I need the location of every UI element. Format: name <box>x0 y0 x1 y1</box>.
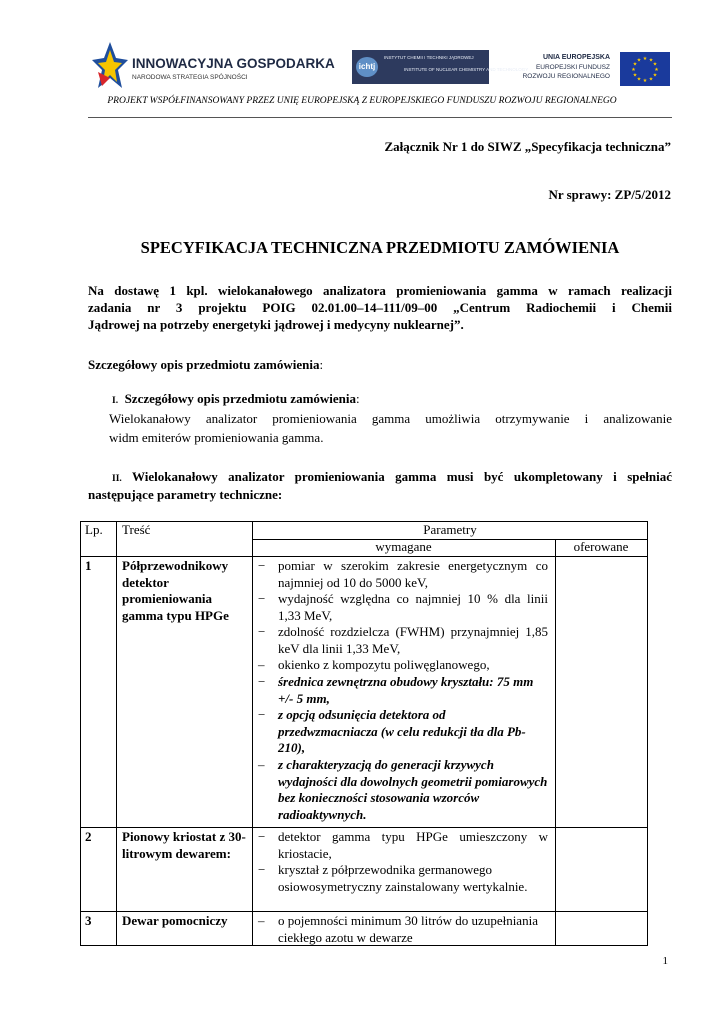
row-3-requirements <box>258 913 553 946</box>
section-1-number: I. <box>112 396 119 406</box>
list-item: – z charakteryzacją do generacji krzywych wydajności dla dowolnych geometrii pomiarowych bez konieczności stosowania wzorców radioaktywnych. <box>258 757 548 822</box>
ichtj-line-2: INSTITUTE OF NUCLEAR CHEMISTRY AND TECHNOLOGY <box>404 67 529 72</box>
intro-line-3: Jądrowej na potrzeby energetyki jądrowej i medycyny nuklearnej”. <box>88 317 464 332</box>
case-number: Nr sprawy: ZP/5/2012 <box>548 187 671 202</box>
table-border <box>555 539 556 946</box>
innowacyjna-gospodarka-logo <box>92 40 335 92</box>
header-offered: oferowane <box>573 539 629 554</box>
svg-text:★: ★ <box>652 72 658 79</box>
list-item: − wydajność względna co najmniej 10 % dla linii 1,33 MeV, <box>258 591 548 623</box>
header-content: Treść <box>122 522 151 537</box>
header-divider <box>88 117 672 118</box>
svg-text:★: ★ <box>652 61 658 68</box>
row-1-requirements <box>258 558 553 826</box>
svg-text:★: ★ <box>632 61 638 68</box>
annex-label: Załącznik Nr 1 do SIWZ „Specyfikacja techniczna” <box>384 139 671 154</box>
section-1-colon: : <box>356 391 360 406</box>
eu-flag-icon <box>620 52 670 86</box>
svg-text:★: ★ <box>648 76 654 83</box>
table-border <box>80 911 648 912</box>
list-item: – o pojemności minimum 30 litrów do uzupełniania ciekłego azotu w dewarze <box>258 913 538 945</box>
section-1-line-1: Wielokanałowy analizator promieniowania gamma umożliwia otrzymywanie i analizowanie <box>109 411 672 426</box>
list-item: − zdolność rozdzielcza (FWHM) przynajmniej 1,85 keV dla linii 1,33 MeV, <box>258 624 548 656</box>
svg-text:★: ★ <box>631 67 636 73</box>
ichtj-atom-icon: ichtj <box>356 57 378 77</box>
section-2-number: II. <box>112 474 122 484</box>
spec-table <box>80 521 648 946</box>
logo-subtitle: NARODOWA STRATEGIA SPÓJNOŚCI <box>132 74 248 81</box>
eu-line-3: ROZWOJU REGIONALNEGO <box>522 73 610 80</box>
svg-text:★: ★ <box>648 57 654 64</box>
ichtj-line-1: INSTYTUT CHEMII I TECHNIKI JĄDROWEJ <box>384 55 474 60</box>
cofinancing-note: PROJEKT WSPÓŁFINANSOWANY PRZEZ UNIĘ EUROPEJSKĄ Z EUROPEJSKIEGO FUNDUSZU ROZWOJU REGIONALNEGO <box>107 96 617 106</box>
detail-heading-text: Szczegółowy opis przedmiotu zamówienia <box>88 357 320 372</box>
header-parameters: Parametry <box>423 522 477 537</box>
list-item: − pomiar w szerokim zakresie energetycznym co najmniej od 10 do 5000 keV, <box>258 558 548 590</box>
eu-line-2: EUROPEJSKI FUNDUSZ <box>535 64 610 71</box>
table-border <box>116 521 117 946</box>
svg-text:★: ★ <box>642 56 648 62</box>
page-title: SPECYFIKACJA TECHNICZNA PRZEDMIOTU ZAMÓWIENIA <box>140 238 620 257</box>
section-1-heading <box>112 390 696 410</box>
list-item: − kryształ z półprzewodnika germanowego osiowosymetryczny zainstalowany wertykalnie. <box>258 862 528 894</box>
logo-title: INNOWACYJNA GOSPODARKA <box>132 56 335 71</box>
svg-text:★: ★ <box>654 67 659 73</box>
section-2-line-1 <box>112 468 672 488</box>
intro-line-2: zadania nr 3 projektu POIG 02.01.00–14–111/09–00 „Centrum Radiochemii i Chemii <box>88 300 672 315</box>
list-item: − detektor gamma typu HPGe umieszczony w kriostacie, <box>258 829 548 861</box>
section-1-line-2: widm emiterów promieniowania gamma. <box>109 430 324 445</box>
detail-heading-colon: : <box>319 357 324 372</box>
table-border <box>647 521 648 946</box>
row-1-lp: 1 <box>85 558 92 573</box>
eu-logo <box>522 52 670 86</box>
header-required: wymagane <box>375 539 432 554</box>
ichtj-logo <box>352 50 529 84</box>
row-2-lp: 2 <box>85 829 92 844</box>
svg-text:★: ★ <box>636 57 642 64</box>
table-border <box>80 521 81 946</box>
list-item: − z opcją odsunięcia detektora od przedwzmacniacza (w celu redukcji tła dla Pb-210), <box>258 707 526 755</box>
section-2-line-2: następujące parametry techniczne: <box>88 487 283 502</box>
svg-text:★: ★ <box>642 78 648 84</box>
table-border <box>80 556 648 557</box>
section-1-title: Szczegółowy opis przedmiotu zamówienia <box>124 391 357 406</box>
row-3-lp: 3 <box>85 913 92 928</box>
detail-heading <box>88 356 672 373</box>
star-logo-icon <box>92 42 128 90</box>
row-1-name: Półprzewodnikowy detektor promieniowania gamma typu HPGe <box>122 558 229 623</box>
row-2-name: Pionowy kriostat z 30-litrowym dewarem: <box>122 829 246 861</box>
list-item: − średnica zewnętrzna obudowy kryształu: 75 mm +/- 5 mm, <box>258 674 534 706</box>
table-border <box>80 827 648 828</box>
eu-line-1: UNIA EUROPEJSKA <box>542 54 610 61</box>
svg-text:★: ★ <box>632 72 638 79</box>
svg-text:★: ★ <box>636 76 642 83</box>
table-border <box>252 521 253 946</box>
list-item: – okienko z kompozytu poliwęglanowego, <box>258 657 490 672</box>
row-3-name: Dewar pomocniczy <box>122 913 228 928</box>
header-lp: Lp. <box>85 522 103 537</box>
intro-line-1: Na dostawę 1 kpl. wielokanałowego analizatora promieniowania gamma w ramach realizacji <box>88 283 672 298</box>
page-number: 1 <box>662 955 668 967</box>
row-2-requirements <box>258 829 553 911</box>
section-2-text: Wielokanałowy analizator promieniowania gamma musi być ukompletowany i spełniać <box>132 469 672 484</box>
